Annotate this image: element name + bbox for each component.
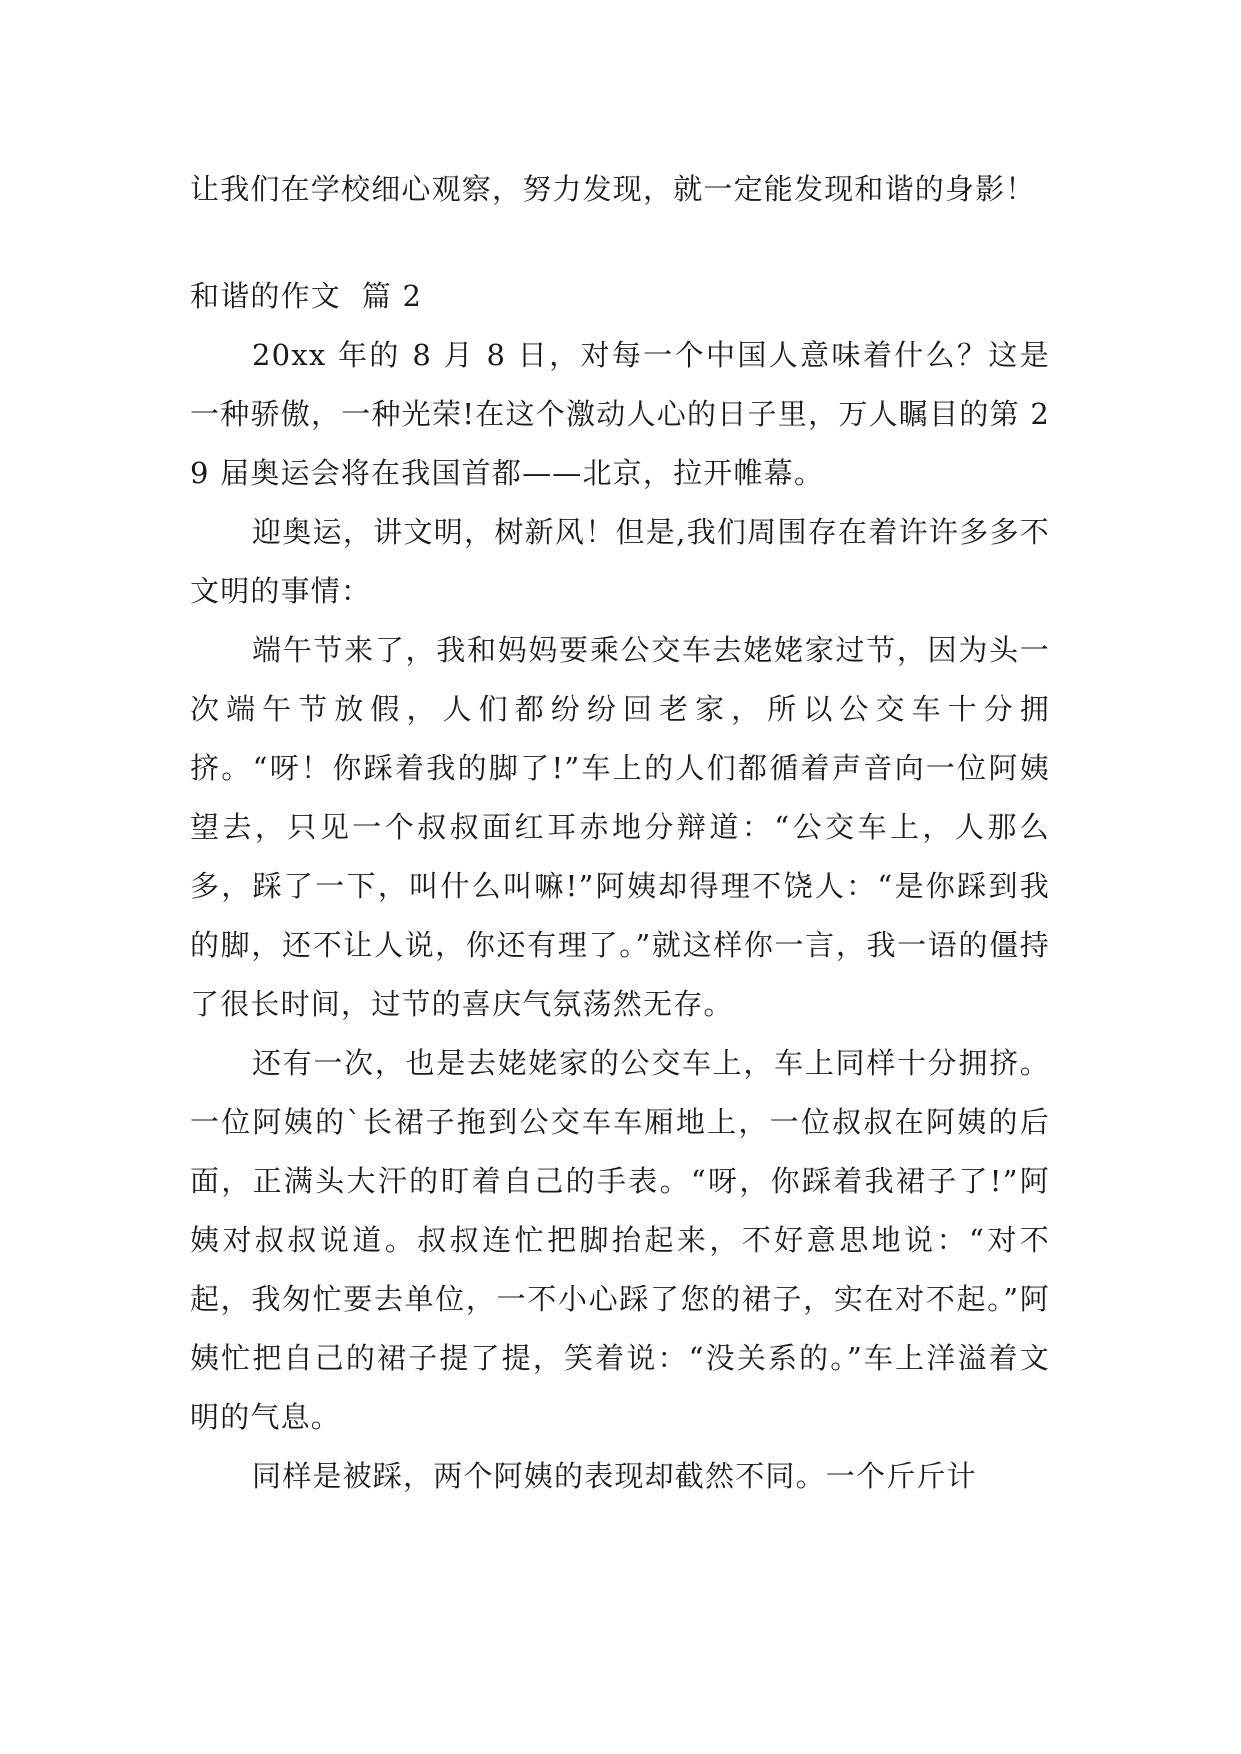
section-title: 和谐的作文 篇 2 [190,279,423,313]
paragraph-2: 迎奥运，讲文明，树新风！但是,我们周围存在着许许多多不文明的事情： [190,515,1050,608]
document-body [190,160,1050,1506]
paragraph-4: 还有一次，也是去姥姥家的公交车上，车上同样十分拥挤。一位阿姨的`长裙子拖到公交车车厢地上，一位叔叔在阿姨的后面，正满头大汗的盯着自己的手表。“呀，你踩着我裙子了!”阿姨对叔叔说道。叔叔连忙把脚抬起来，不好意思地说：“对不起，我匆忙要去单位，一不小心踩了您的裙子，实在对不起。”阿姨忙把自己的裙子提了提，笑着说：“没关系的。”车上洋溢着文明的气息。 [190,1046,1050,1434]
continued-paragraph: 让我们在学校细心观察，努力发现，就一定能发现和谐的身影！ [190,172,1036,206]
paragraph-1: 20xx 年的 8 月 8 日，对每一个中国人意味着什么？这是一种骄傲，一种光荣!在这个激动人心的日子里，万人瞩目的第 29 届奥运会将在我国首都——北京，拉开帷幕。 [190,338,1050,490]
paragraph-5: 同样是被踩，两个阿姨的表现却截然不同。一个斤斤计 [252,1459,977,1493]
paragraph-gap [190,219,1050,267]
paragraph-3: 端午节来了，我和妈妈要乘公交车去姥姥家过节，因为头一次端午节放假，人们都纷纷回老家，所以公交车十分拥挤。“呀！你踩着我的脚了!”车上的人们都循着声音向一位阿姨望去，只见一个叔叔面红耳赤地分辩道：“公交车上，人那么多，踩了一下，叫什么叫嘛!”阿姨却得理不饶人：“是你踩到我的脚，还不让人说，你还有理了。”就这样你一言，我一语的僵持了很长时间，过节的喜庆气氛荡然无存。 [190,633,1050,1021]
